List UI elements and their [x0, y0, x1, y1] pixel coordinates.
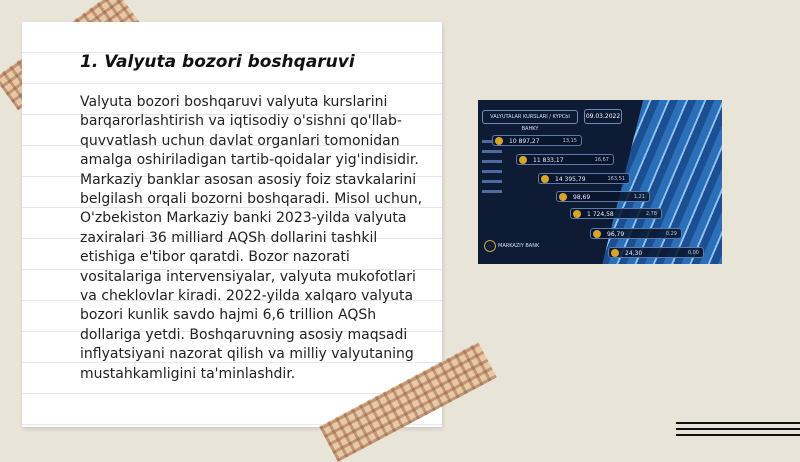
coin-icon [495, 137, 503, 145]
rate-value: 1 724,58 [587, 211, 614, 218]
sidebar-bar [482, 160, 502, 163]
coin-icon [593, 230, 601, 238]
central-bank-logo-icon [484, 240, 496, 252]
exchange-rate-image [478, 100, 722, 264]
sidebar-bar [482, 170, 502, 173]
rate-change: 0,00 [687, 250, 699, 256]
coin-icon [541, 175, 549, 183]
sidebar-bar [482, 180, 502, 183]
section-title: 1. Valyuta bozori boshqaruvi [80, 52, 355, 72]
coin-icon [573, 210, 581, 218]
rate-row [590, 228, 682, 239]
rate-change: 0,29 [665, 231, 677, 237]
rate-row [570, 208, 662, 219]
rate-row [608, 247, 704, 258]
rate-row [556, 191, 650, 202]
decorative-lines [676, 422, 800, 440]
coin-icon [559, 193, 567, 201]
rate-change: 16,67 [594, 157, 609, 163]
sidebar-bar [482, 190, 502, 193]
coin-icon [611, 249, 619, 257]
rate-value: 10 897,27 [509, 138, 540, 145]
rate-change: 1,21 [633, 194, 645, 200]
sidebar-bar [482, 150, 502, 153]
rate-change: 2,78 [645, 211, 657, 217]
rate-row [516, 154, 614, 165]
rate-change: 163,51 [607, 176, 625, 182]
section-body-text: Valyuta bozori boshqaruvi valyuta kurslarini barqarorlashtirish va iqtisodiy o'sishni qo'llab-quvvatlash uchun davlat organlari tomonidan amalga oshiriladigan tartib-qoidalar yig'indisidir. Markaziy banklar asosan asosiy foiz stavkalarini belgilash orqali bozorni boshqaradi. Misol uchun, O'zbekiston Markaziy banki 2023-yilda valyuta zaxiralari 36 milliard AQSh dollarini tashkil etishiga e'tibor qaratdi. Bozor nazorati vositalariga intervensiyalar, valyuta mukofotlari va cheklovlar kiradi. 2022-yilda xalqaro valyuta bozori kunlik savdo hajmi 6,6 trillion AQSh dollariga yetdi. Boshqaruvning asosiy maqsadi inflyatsiyani nazorat qilish va milliy valyutaning mustahkamligini ta'minlashdir. [80, 94, 423, 382]
rate-row [492, 135, 582, 146]
rate-value: 14 395,79 [555, 176, 586, 183]
rate-value: 11 833,17 [533, 157, 564, 164]
rate-value: 24,30 [625, 250, 643, 257]
coin-icon [519, 156, 527, 164]
rate-value: 98,69 [573, 194, 591, 201]
image-date: 09.03.2022 [584, 109, 622, 124]
rate-value: 96,79 [607, 231, 625, 238]
rate-change: 13,15 [562, 138, 577, 144]
logo-text: MARKAZIY BANK [498, 243, 540, 249]
rate-row [538, 173, 630, 184]
image-header: VALYUTALAR KURSLARI / KYPCbI BAHKY [482, 110, 578, 124]
